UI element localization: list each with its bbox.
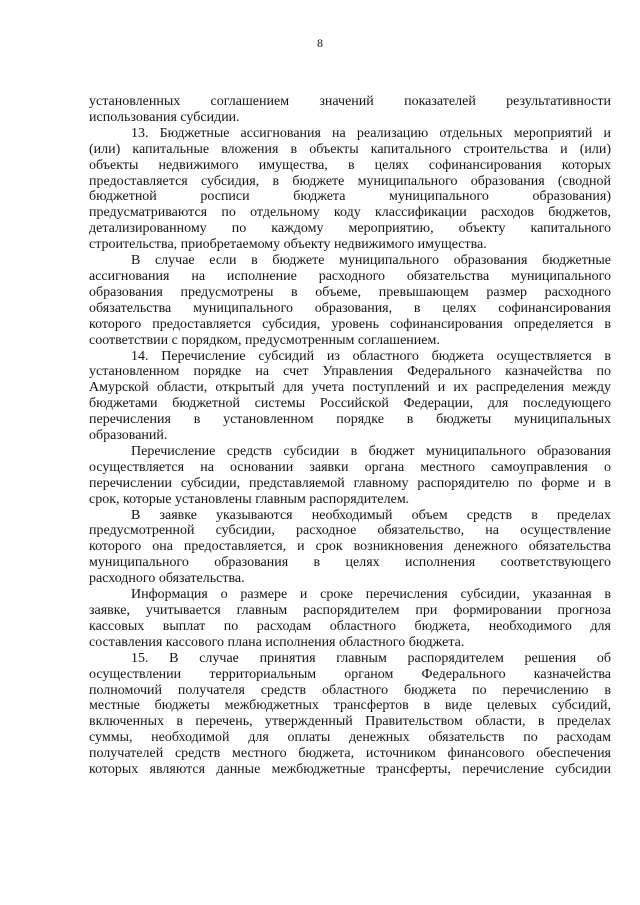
paragraph-line: соответствии с порядком, предусмотренным соглашением. <box>89 332 440 348</box>
paragraph-line: которого предоставляется субсидия, уровень софинансирования определяется в <box>89 316 611 332</box>
page-number: 8 <box>317 36 323 50</box>
paragraph-line: перечисления в установленном порядке в бюджеты муниципальных <box>89 412 611 428</box>
paragraph-line: бюджетной росписи бюджета муниципального образования) <box>89 189 611 205</box>
paragraph-line: В заявке указываются необходимый объем средств в пределах <box>131 507 611 523</box>
paragraph-line: образования предусмотрены в объеме, превышающем размер расходного <box>89 284 611 300</box>
paragraph-line: установленных соглашением значений показателей результативности <box>89 94 611 109</box>
paragraph-line: Перечисление средств субсидии в бюджет муниципального образования <box>131 443 611 459</box>
paragraph-line: обязательства муниципального образования, в целях софинансирования <box>89 300 611 316</box>
paragraph-line: ассигнования на исполнение расходного обязательства муниципального <box>89 268 611 284</box>
document-body <box>89 94 611 778</box>
paragraph-line: срок, которые установлены главным распорядителем. <box>89 491 410 507</box>
paragraph-line: полномочий получателя средств областного бюджета по перечислению в <box>89 682 611 698</box>
paragraph-line: строительства, приобретаемому объекту недвижимого имущества. <box>89 237 487 253</box>
paragraph-line: заявке, учитывается главным распорядителем при формировании прогноза <box>89 603 611 618</box>
paragraph-line: получателей средств местного бюджета, источником финансового обеспечения <box>89 746 611 762</box>
paragraph-line: 15. В случае принятия главным распорядителем решения об <box>131 650 611 666</box>
paragraph-line: В случае если в бюджете муниципального образования бюджетные <box>131 253 611 269</box>
paragraph-line: местные бюджеты межбюджетных трансфертов в виде целевых субсидий, <box>89 698 611 714</box>
paragraph-line: осуществлении территориальным органом Федерального казначейства <box>89 666 611 682</box>
paragraph-line: 13. Бюджетные ассигнования на реализацию отдельных мероприятий и <box>131 125 611 141</box>
paragraph-line: Амурской области, открытый для учета поступлений и их распределения между <box>89 380 611 396</box>
paragraph-line: предусматриваются по отдельному коду классификации расходов бюджетов, <box>89 205 611 221</box>
paragraph-line: объекты недвижимого имущества, в целях софинансирования которых <box>89 157 611 173</box>
paragraph-line: использования субсидии. <box>89 109 240 125</box>
paragraph-line: перечислении субсидии, представляемой главному распорядителю по форме и в <box>89 475 611 491</box>
paragraph-line: образований. <box>89 428 168 444</box>
paragraph-line: которых являются данные межбюджетные трансферты, перечисление субсидии <box>89 762 611 778</box>
paragraph-line: бюджетами бюджетной системы Российской Федерации, для последующего <box>89 396 611 412</box>
paragraph-line: предусмотренной субсидии, расходное обязательство, на осуществление <box>89 523 611 539</box>
paragraph-line: кассовых выплат по расходам областного бюджета, необходимого для <box>89 618 611 634</box>
paragraph-line: которого она предоставляется, и срок возникновения денежного обязательства <box>89 539 611 555</box>
paragraph-line: расходного обязательства. <box>89 571 245 587</box>
paragraph-line: предоставляется субсидия, в бюджете муниципального образования (сводной <box>89 173 611 189</box>
paragraph-line: детализированному по каждому мероприятию, объекту капитального <box>89 221 611 237</box>
paragraph-line: суммы, необходимой для оплаты денежных обязательств по расходам <box>89 730 611 746</box>
paragraph-line: осуществляется на основании заявки органа местного самоуправления о <box>89 459 611 475</box>
paragraph-line: 14. Перечисление субсидий из областного бюджета осуществляется в <box>131 348 611 364</box>
paragraph-line: муниципального образования в целях исполнения соответствующего <box>89 555 611 571</box>
paragraph-line: установленном порядке на счет Управления Федерального казначейства по <box>89 364 611 380</box>
paragraph-line: включенных в перечень, утвержденный Правительством области, в пределах <box>89 714 611 730</box>
paragraph-line: составления кассового плана исполнения областного бюджета. <box>89 634 465 650</box>
paragraph-line: Информация о размере и сроке перечисления субсидии, указанная в <box>131 587 611 603</box>
paragraph-line: (или) капитальные вложения в объекты капитального строительства и (или) <box>89 141 611 157</box>
